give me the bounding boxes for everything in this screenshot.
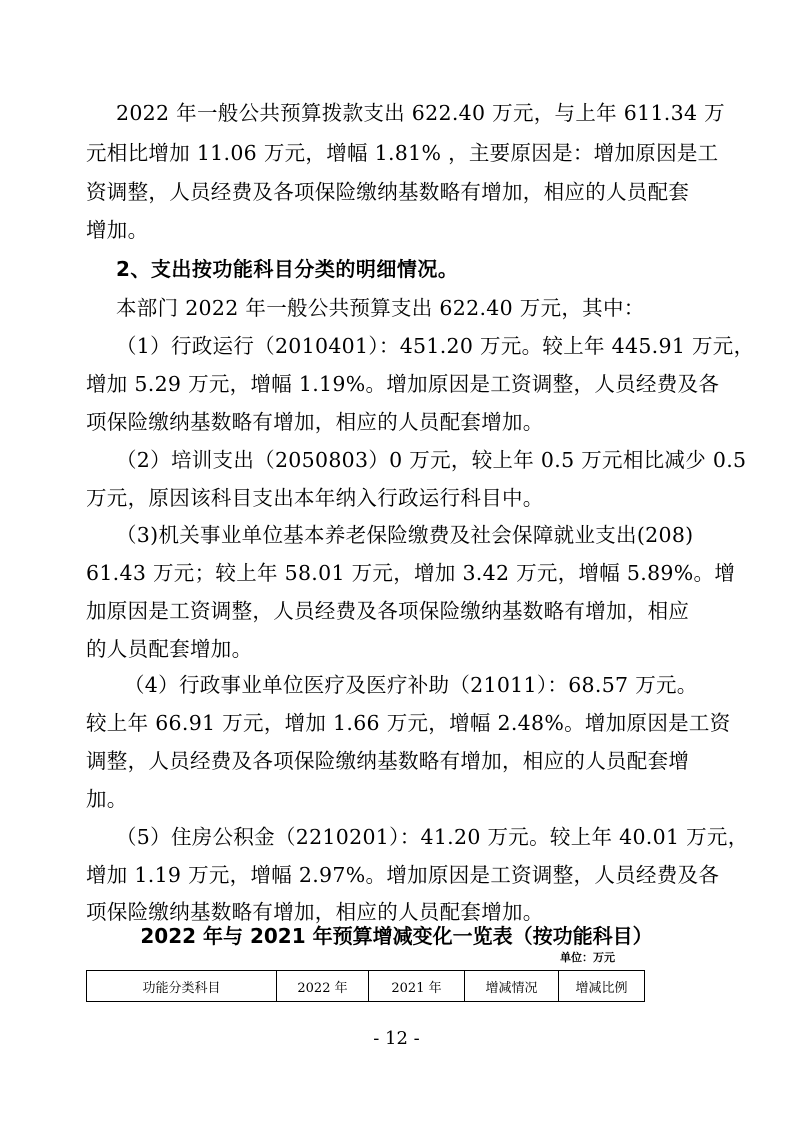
table-title: 2022 年与 2021 年预算增减变化一览表（按功能科目） — [140, 924, 653, 948]
item-1-line-2: 增加 5.29 万元，增幅 1.19%。增加原因是工资调整，人员经费及各 — [86, 372, 720, 396]
paragraph-1-line-4: 增加。 — [86, 218, 149, 242]
item-4-line-3: 调整，人员经费及各项保险缴纳基数略有增加，相应的人员配套增 — [86, 749, 690, 773]
page-number: - 12 - — [373, 1028, 420, 1049]
budget-change-table — [86, 970, 645, 1002]
item-4-line-2: 较上年 66.91 万元，增加 1.66 万元，增幅 2.48%。增加原因是工资 — [86, 711, 731, 735]
item-5-line-3: 项保险缴纳基数略有增加，相应的人员配套增加。 — [86, 900, 544, 924]
item-1-line-3: 项保险缴纳基数略有增加，相应的人员配套增加。 — [86, 410, 544, 434]
section-heading: 2、支出按功能科目分类的明细情况。 — [116, 257, 459, 281]
item-3-line-2: 61.43 万元；较上年 58.01 万元，增加 3.42 万元，增幅 5.89%。增 — [86, 561, 736, 585]
paragraph-1-line-2: 元相比增加 11.06 万元，增幅 1.81% ，主要原因是：增加原因是工 — [86, 141, 719, 165]
item-2-line-2: 万元，原因该科目支出本年纳入行政运行科目中。 — [86, 486, 544, 510]
item-3-line-3: 加原因是工资调整，人员经费及各项保险缴纳基数略有增加，相应 — [86, 599, 690, 623]
header-2021: 2021 年 — [369, 971, 465, 1002]
header-change-amount: 增减情况 — [465, 971, 559, 1002]
item-5-line-1: （5）住房公积金（2210201）：41.20 万元。较上年 40.01 万元， — [116, 825, 749, 849]
paragraph-1-line-1: 2022 年一般公共预算拨款支出 622.40 万元，与上年 611.34 万 — [116, 101, 725, 125]
table-header-row — [87, 971, 645, 1002]
header-change-ratio: 增减比例 — [559, 971, 645, 1002]
item-4-line-1: （4）行政事业单位医疗及医疗补助（21011）：68.57 万元。 — [124, 673, 698, 697]
item-1-line-1: （1）行政运行（2010401）：451.20 万元。较上年 445.91 万元， — [116, 334, 755, 358]
item-4-line-4: 加。 — [86, 787, 128, 811]
intro-line: 本部门 2022 年一般公共预算支出 622.40 万元，其中： — [116, 296, 645, 320]
header-2022: 2022 年 — [277, 971, 369, 1002]
paragraph-1-line-3: 资调整，人员经费及各项保险缴纳基数略有增加，相应的人员配套 — [86, 180, 690, 204]
item-5-line-2: 增加 1.19 万元，增幅 2.97%。增加原因是工资调整，人员经费及各 — [86, 863, 720, 887]
header-function-category: 功能分类科目 — [87, 971, 277, 1002]
table-unit-label: 单位：万元 — [560, 951, 615, 964]
item-3-line-1: （3)机关事业单位基本养老保险缴费及社会保障就业支出(208) — [116, 523, 694, 547]
item-2-line-1: （2）培训支出（2050803）0 万元，较上年 0.5 万元相比减少 0.5 — [116, 448, 747, 472]
item-3-line-4: 的人员配套增加。 — [86, 637, 253, 661]
